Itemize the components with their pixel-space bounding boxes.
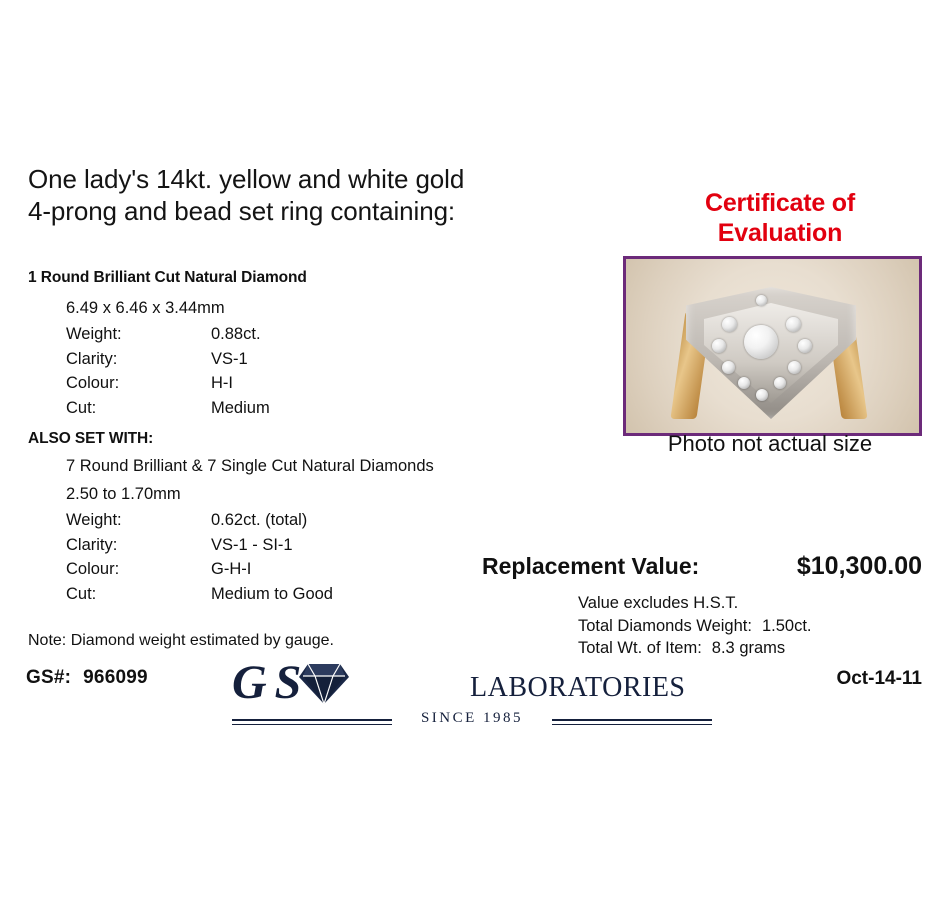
replacement-value-row [482,552,922,581]
center-diamond [744,325,778,359]
accent-diamond [722,361,735,374]
valuation-notes [578,592,812,660]
spec-value: VS-1 [211,349,248,368]
spec-label: Cut: [66,398,97,417]
certificate-heading-line-2: Evaluation [717,219,843,247]
ring-photo [623,256,922,436]
valuation-note-row [578,615,812,638]
spec-label: Weight: [66,511,122,529]
gauge-note: Note: Diamond weight estimated by gauge. [28,632,334,649]
spec-label: Colour: [66,374,120,392]
spec-label: Clarity: [66,349,118,368]
headline-line-2: 4-prong and bead set ring containing: [28,196,456,226]
valuation-note-label: Value excludes H.S.T. [578,594,739,612]
page-title [28,163,618,227]
main-stone-dimensions: 6.49 x 6.46 x 3.44mm [66,299,225,317]
spec-value: Medium to Good [211,584,333,603]
valuation-note-row [578,637,812,660]
spec-label: Cut: [66,584,97,603]
spec-row [66,560,333,585]
accent-diamond [722,317,737,332]
gs-number-label: GS#: [26,667,72,688]
spec-value: Medium [211,398,270,417]
spec-row [66,350,270,375]
spec-row [66,585,333,610]
also-set-with-description: 7 Round Brilliant & 7 Single Cut Natural Diamonds [66,457,434,475]
certificate-heading [620,188,940,248]
valuation-note-row [578,592,812,615]
accent-diamond [756,389,768,401]
spec-value: 0.88ct. [211,325,261,343]
valuation-note-label: Total Wt. of Item: [578,639,702,657]
also-set-with-spec-table [66,511,333,609]
gs-number-value: 966099 [83,667,148,688]
main-stone-heading: 1 Round Brilliant Cut Natural Diamond [28,269,307,286]
document-date: Oct-14-11 [836,668,922,689]
spec-value: VS-1 - SI-1 [211,535,293,554]
replacement-value-amount: $10,300.00 [796,552,922,580]
also-set-with-heading: ALSO SET WITH: [28,430,154,447]
ring-photo-image [626,259,919,433]
spec-value: H-I [211,374,233,392]
spec-label: Colour: [66,560,120,578]
spec-row [66,399,270,424]
valuation-note-value: 8.3 grams [711,639,786,657]
replacement-value-label: Replacement Value: [482,553,700,579]
accent-diamond [738,377,750,389]
headline-line-1: One lady's 14kt. yellow and white gold [28,164,465,194]
certificate-heading-line-1: Certificate of [704,189,855,217]
spec-row [66,325,270,350]
spec-row [66,374,270,399]
gs-laboratories-logo [232,655,722,735]
logo-laboratories-text: LABORATORIES [470,672,686,703]
accent-diamond [712,339,726,353]
logo-wordmark: G S [232,656,300,709]
spec-value: G-H-I [211,560,252,578]
also-set-with-dimensions: 2.50 to 1.70mm [66,485,181,503]
valuation-note-value: 1.50ct. [761,616,812,635]
spec-label: Weight: [66,325,122,343]
accent-diamond [774,377,786,389]
diamond-icon [298,662,350,706]
accent-diamond [786,317,801,332]
main-stone-spec-table [66,325,270,423]
spec-row [66,536,333,561]
spec-row [66,511,333,536]
spec-value: 0.62ct. (total) [211,511,308,529]
logo-since-text: SINCE 1985 [420,710,524,726]
valuation-note-label: Total Diamonds Weight: [578,616,752,635]
spec-label: Clarity: [66,535,118,554]
photo-caption: Photo not actual size [667,431,873,456]
accent-diamond [756,295,767,306]
accent-diamond [788,361,801,374]
gs-number [26,667,148,689]
accent-diamond [798,339,812,353]
